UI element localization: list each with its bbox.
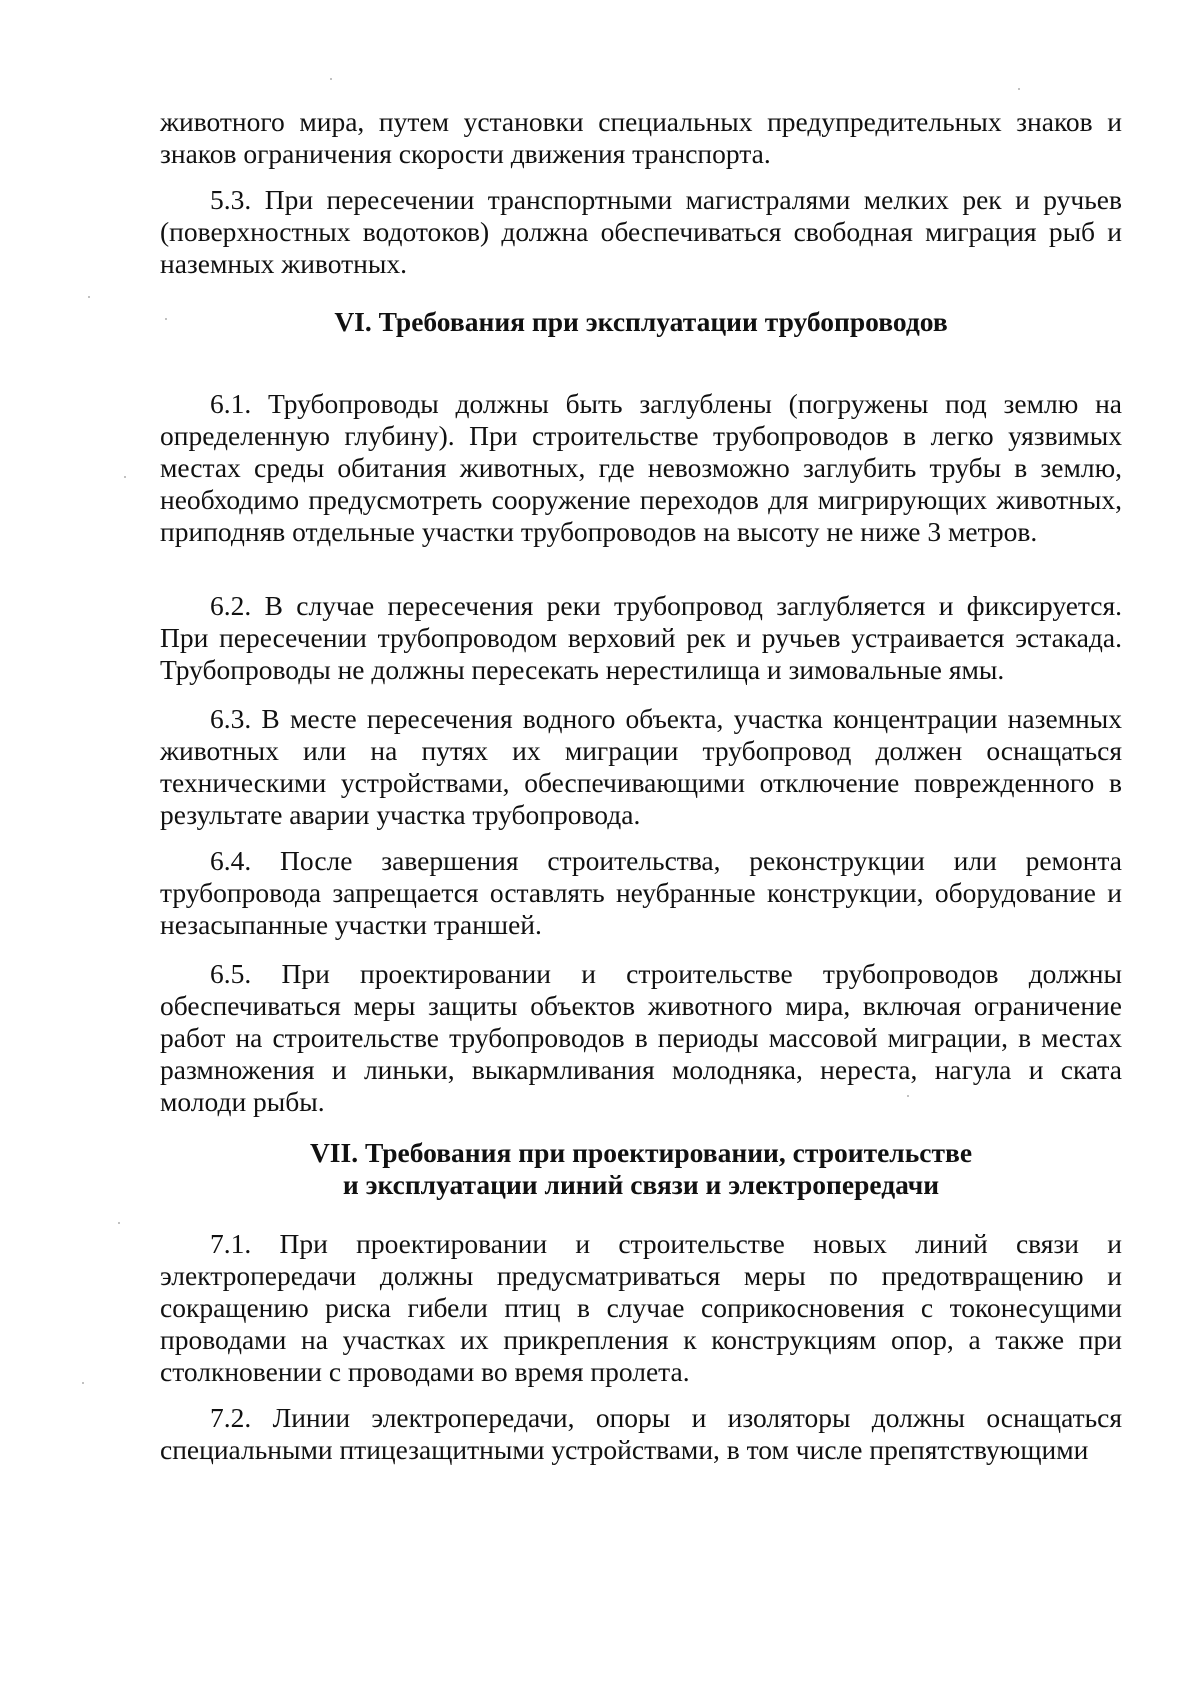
- paragraph-6-1: 6.1. Трубопроводы должны быть заглублены (погружены под землю на определенную глубину). При строительстве трубопроводов в легко уязвимых местах среды обитания животных, где невозможно заглубить трубы в землю, необходимо предусмотреть сооружение переходов для мигрирующих животных, приподняв отдельные участки трубопроводов на высоту не ниже 3 метров.: [160, 388, 1122, 547]
- paragraph-6-3: 6.3. В месте пересечения водного объекта, участка концентрации наземных животных или на путях их миграции трубопровод должен оснащаться техническими устройствами, обеспечивающими отключение поврежденного в результате аварии участка трубопровода.: [160, 703, 1122, 830]
- paragraph-7-1: 7.1. При проектировании и строительстве новых линий связи и электропередачи должны предусматриваться меры по предотвращению и сокращению риска гибели птиц в случае соприкосновения с токонесущими проводами на участках их прикрепления к конструкциям опор, а также при столкновении с проводами во время пролета.: [160, 1228, 1122, 1387]
- scan-speck: [82, 1382, 84, 1384]
- paragraph-6-2: 6.2. В случае пересечения реки трубопровод заглубляется и фиксируется. При пересечении трубопроводом верховий рек и ручьев устраивается эстакада. Трубопроводы не должны пересекать нерестилища и зимовальные ямы.: [160, 590, 1122, 685]
- paragraph-5-3: 5.3. При пересечении транспортными магистралями мелких рек и ручьев (поверхностных водотоков) должна обеспечиваться свободная миграция рыб и наземных животных.: [160, 184, 1122, 279]
- paragraph-6-4: 6.4. После завершения строительства, реконструкции или ремонта трубопровода запрещается оставлять неубранные конструкции, оборудование и незасыпанные участки траншей.: [160, 845, 1122, 940]
- scan-speck: [88, 296, 90, 298]
- section-6-heading: VI. Требования при эксплуатации трубопроводов: [334, 306, 948, 337]
- scan-speck: [118, 1222, 120, 1224]
- scan-speck: [165, 318, 167, 320]
- continuation-paragraph: животного мира, путем установки специальных предупредительных знаков и знаков ограничения скорости движения транспорта.: [160, 106, 1122, 169]
- section-7-heading: [160, 1137, 1122, 1201]
- scan-speck: [1018, 88, 1020, 90]
- paragraph-6-5: 6.5. При проектировании и строительстве трубопроводов должны обеспечиваться меры защиты объектов животного мира, включая ограничение работ на строительстве трубопроводов в периоды массовой миграции, в местах размножения и линьки, выкармливания молодняка, нереста, нагула и ската молоди рыбы.: [160, 958, 1122, 1117]
- section-7-heading-line-2: и эксплуатации линий связи и электропередачи: [342, 1169, 940, 1200]
- paragraph-7-2: 7.2. Линии электропередачи, опоры и изоляторы должны оснащаться специальными птицезащитными устройствами, в том числе препятствующими: [160, 1402, 1122, 1465]
- scan-speck: [124, 476, 126, 478]
- section-7-heading-line-1: VII. Требования при проектировании, строительстве: [309, 1137, 973, 1168]
- scan-speck: [907, 1095, 909, 1097]
- scan-speck: [330, 78, 332, 80]
